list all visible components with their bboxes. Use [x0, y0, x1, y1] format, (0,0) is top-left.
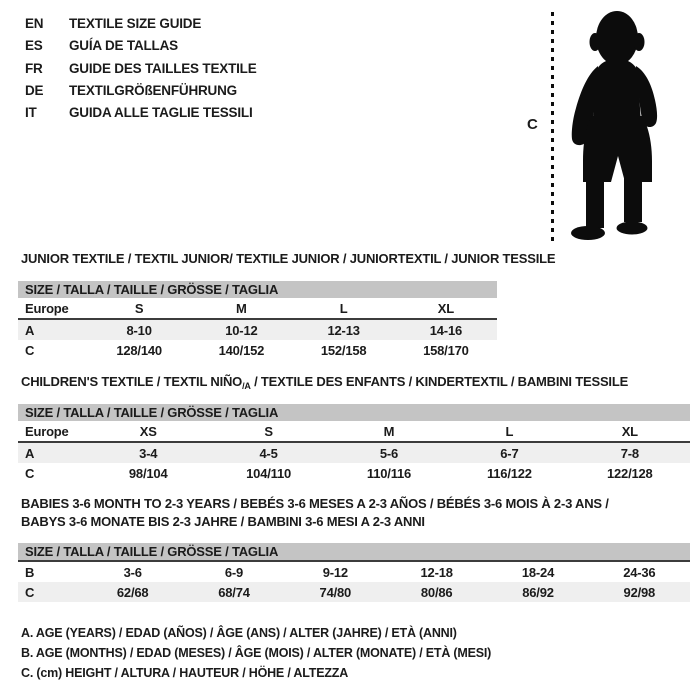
babies-size-table	[18, 543, 690, 602]
table-row	[18, 562, 690, 582]
table-cell: 3-6	[123, 564, 142, 580]
table-cell: 80/86	[420, 584, 453, 600]
table-cell: 12-13	[327, 322, 360, 338]
table-cell: 14-16	[429, 322, 462, 338]
language-code: FR	[25, 60, 43, 76]
table-cell: 104/110	[246, 465, 292, 481]
language-code: DE	[25, 82, 44, 98]
table-cell: 158/170	[423, 342, 469, 358]
table-cell: XL	[437, 300, 454, 316]
table-cell: 4-5	[259, 445, 278, 461]
table-cell: 5-6	[379, 445, 399, 461]
table-cell: 74/80	[319, 584, 352, 600]
table-cell: 9-12	[322, 564, 348, 580]
table-cell: 6-9	[224, 564, 244, 580]
row-label: C	[25, 342, 35, 358]
table-cell: XL	[621, 423, 638, 439]
table-cell: M	[236, 300, 247, 316]
table-cell: XS	[139, 423, 157, 439]
table-cell: 152/158	[320, 342, 367, 358]
table-cell: 128/140	[116, 342, 162, 358]
table-cell: 24-36	[623, 564, 656, 580]
children-title-suffix: / TEXTILE DES ENFANTS / KINDERTEXTIL / BAMBINI TESSILE	[250, 374, 629, 389]
children-title-subscript: /A	[242, 381, 251, 391]
table-cell: 68/74	[218, 584, 250, 600]
table-row	[18, 443, 690, 463]
table-cell: 6-7	[500, 445, 519, 461]
row-label: C	[25, 465, 35, 481]
table-cell: 62/68	[116, 584, 149, 600]
row-label: Europe	[25, 423, 69, 439]
language-code: ES	[25, 38, 43, 54]
table-cell: 8-10	[126, 322, 152, 338]
language-row-fr	[25, 58, 257, 80]
language-list	[25, 13, 257, 124]
table-row	[18, 340, 497, 360]
table-cell: 110/116	[366, 465, 412, 481]
row-label: Europe	[25, 300, 69, 316]
size-header-bar: SIZE / TALLA / TAILLE / GRÖSSE / TAGLIA	[18, 404, 690, 421]
toddler-silhouette-icon	[556, 6, 686, 246]
table-cell: 12-18	[420, 564, 453, 580]
table-cell: 7-8	[620, 445, 639, 461]
legend-line-b: B. AGE (MONTHS) / EDAD (MESES) / ÂGE (MOIS) / ALTER (MONATE) / ETÀ (MESI)	[21, 646, 492, 660]
size-header-bar: SIZE / TALLA / TAILLE / GRÖSSE / TAGLIA	[18, 543, 690, 562]
junior-size-table	[18, 281, 497, 360]
table-cell: 116/122	[486, 465, 532, 481]
language-row-it	[25, 102, 257, 124]
children-section-title	[21, 374, 628, 391]
table-cell: 86/92	[522, 584, 554, 600]
row-label: B	[25, 564, 35, 580]
language-code: IT	[25, 105, 37, 121]
table-cell: 92/98	[623, 584, 656, 600]
language-title: GUIDA ALLE TAGLIE TESSILI	[69, 105, 253, 121]
table-cell: 18-24	[521, 564, 555, 580]
table-row	[18, 582, 690, 602]
language-code: EN	[25, 16, 44, 31]
row-label: C	[25, 584, 35, 600]
table-row	[18, 320, 497, 340]
babies-section-title	[21, 495, 609, 531]
language-title: GUÍA DE TALLAS	[69, 38, 178, 54]
table-cell: L	[339, 300, 348, 316]
babies-title-line1: BABIES 3-6 MONTH TO 2-3 YEARS / BEBÉS 3-6 MESES A 2-3 AÑOS / BÉBÉS 3-6 MOIS À 2-3 ANS /	[21, 496, 609, 511]
table-row	[18, 463, 690, 483]
table-cell: S	[264, 423, 273, 439]
language-title: TEXTILE SIZE GUIDE	[69, 16, 202, 31]
height-measure-label: C	[527, 116, 538, 133]
table-cell: 98/104	[128, 465, 168, 481]
language-row-de	[25, 80, 257, 102]
table-cell: L	[505, 423, 514, 439]
table-cell: 10-12	[225, 322, 258, 338]
table-cell: S	[134, 300, 144, 316]
table-cell: 3-4	[139, 445, 158, 461]
size-header-bar: SIZE / TALLA / TAILLE / GRÖSSE / TAGLIA	[18, 281, 497, 298]
table-cell: 140/152	[218, 342, 265, 358]
language-row-es	[25, 35, 257, 57]
language-title: TEXTILGRÖßENFÜHRUNG	[69, 82, 237, 98]
legend-line-a: A. AGE (YEARS) / EDAD (AÑOS) / ÂGE (ANS) / ALTER (JAHRE) / ETÀ (ANNI)	[21, 626, 457, 640]
table-cell: M	[383, 423, 395, 439]
legend-line-c: C. (cm) HEIGHT / ALTURA / HAUTEUR / HÖHE / ALTEZZA	[21, 666, 349, 680]
measurement-legend	[21, 623, 491, 683]
babies-title-line2: BABYS 3-6 MONATE BIS 2-3 JAHRE / BAMBINI 3-6 MESI A 2-3 ANNI	[21, 514, 425, 529]
children-title-prefix: CHILDREN'S TEXTILE / TEXTIL NIÑO	[21, 374, 243, 389]
row-label: A	[25, 322, 35, 338]
language-title: GUIDE DES TAILLES TEXTILE	[69, 60, 257, 76]
children-size-table	[18, 404, 690, 483]
table-row	[18, 298, 497, 320]
language-row-en	[25, 13, 257, 35]
row-label: A	[25, 445, 35, 461]
table-row	[18, 421, 690, 443]
height-measure-dashed-line	[551, 12, 554, 243]
junior-section-title: JUNIOR TEXTILE / TEXTIL JUNIOR/ TEXTILE JUNIOR / JUNIORTEXTIL / JUNIOR TESSILE	[21, 251, 556, 266]
table-cell: 122/128	[607, 465, 653, 481]
